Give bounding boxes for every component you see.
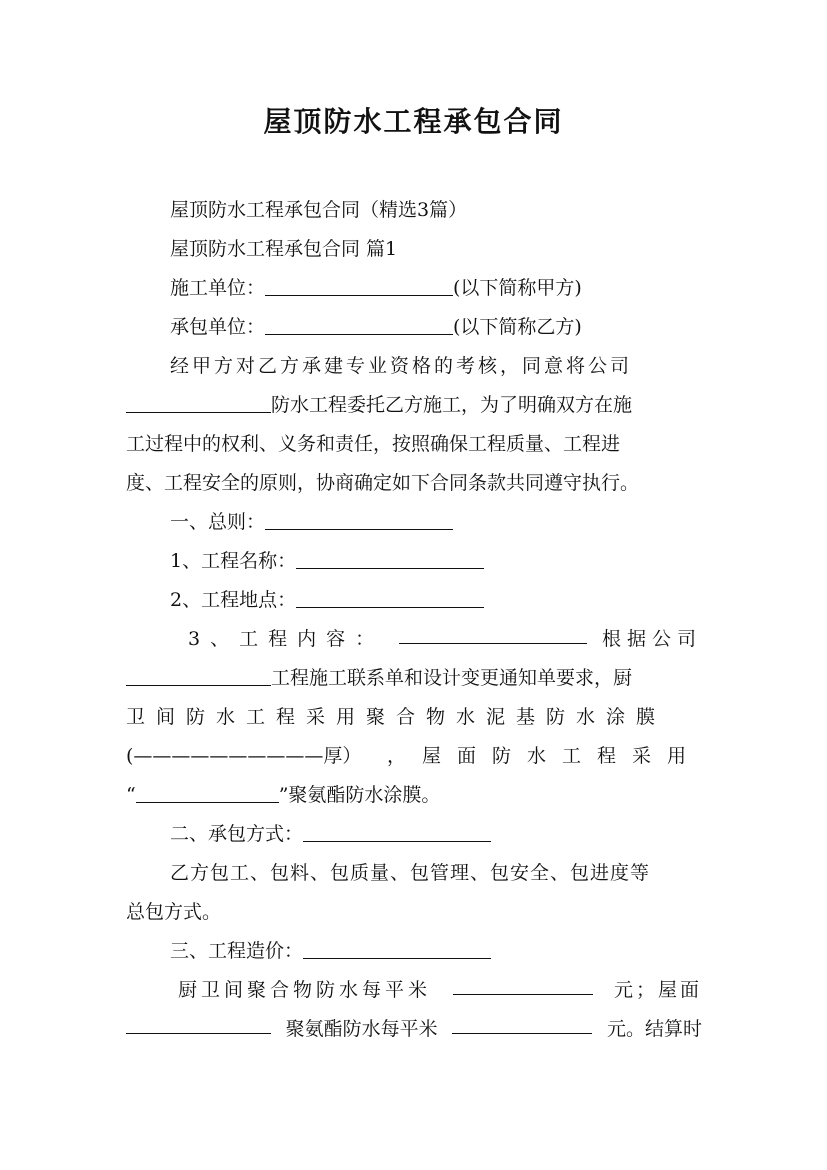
price-blank-2 bbox=[126, 1011, 271, 1034]
item-project-content bbox=[188, 621, 702, 657]
heading-text: 二、承包方式： bbox=[170, 823, 304, 845]
party-b-label: 承包单位： bbox=[170, 316, 266, 338]
party-b-line bbox=[170, 309, 702, 345]
quote-close: ”聚氨酯防水涂膜。 bbox=[278, 784, 441, 806]
document-subtitle: 屋顶防水工程承包合同（精选3篇） bbox=[170, 199, 468, 221]
company-blank-2 bbox=[126, 663, 271, 686]
quote-open: “ bbox=[126, 784, 136, 806]
project-location-blank bbox=[296, 585, 484, 608]
paragraph-1-line-2 bbox=[126, 387, 702, 423]
contract-method-blank bbox=[303, 819, 491, 842]
company-blank bbox=[126, 390, 271, 413]
paragraph-1-line-4: 度、工程安全的原则，协商确定如下合同条款共同遵守执行。 bbox=[126, 472, 640, 494]
item-project-location bbox=[170, 582, 702, 618]
paragraph-text: 经甲方对乙方承建专业资格的考核，同意将公司 bbox=[170, 355, 633, 377]
paragraph-3-line-1: 乙方包工、包料、包质量、包管理、包安全、包进度等 bbox=[170, 862, 651, 884]
item-label: 1、工程名称： bbox=[170, 550, 297, 572]
document-title: 屋顶防水工程承包合同 bbox=[263, 105, 564, 138]
general-blank bbox=[265, 507, 453, 530]
cost-blank bbox=[303, 936, 491, 959]
paragraph-1-line-1 bbox=[170, 348, 702, 384]
paragraph-text: 工程施工联系单和设计变更通知单要求，厨 bbox=[271, 667, 633, 689]
thickness-text: (——————————厚） bbox=[126, 745, 362, 767]
item-label: 3、工程内容： bbox=[188, 628, 385, 650]
paragraph-1-line-3: 工过程中的权利、义务和责任，按照确保工程质量、工程进 bbox=[126, 433, 621, 455]
party-b-blank bbox=[265, 312, 453, 335]
item-tail: 根据公司 bbox=[601, 628, 702, 650]
item-project-name bbox=[170, 543, 702, 579]
paragraph-text: 元；屋面 bbox=[613, 979, 702, 1001]
heading-general bbox=[170, 504, 702, 540]
paragraph-text: 元。结算时 bbox=[606, 1018, 702, 1040]
party-a-label: 施工单位： bbox=[170, 277, 266, 299]
paragraph-text: ，屋面防水工程采用 bbox=[386, 745, 702, 767]
party-b-suffix: (以下简称乙方) bbox=[453, 316, 582, 338]
paragraph-2-line-3: 卫间防水工程采用聚合物水泥基防水涂膜 bbox=[126, 706, 667, 728]
paragraph-text: 厨卫间聚合物防水每平米 bbox=[178, 979, 432, 1001]
paragraph-text: 聚氨酯防水每平米 bbox=[285, 1018, 438, 1040]
paragraph-2-line-2 bbox=[126, 660, 702, 696]
paragraph-2-line-4 bbox=[126, 738, 702, 774]
item-label: 2、工程地点： bbox=[170, 589, 297, 611]
party-a-suffix: (以下简称甲方) bbox=[453, 277, 582, 299]
section-heading: 屋顶防水工程承包合同 篇1 bbox=[170, 238, 398, 260]
party-a-line bbox=[170, 270, 702, 306]
paragraph-2-line-5 bbox=[126, 777, 702, 813]
heading-text: 三、工程造价： bbox=[170, 940, 304, 962]
paragraph-4-line-1 bbox=[178, 972, 702, 1008]
heading-text: 一、总则： bbox=[170, 511, 266, 533]
heading-contract-method bbox=[170, 816, 702, 852]
price-blank-1 bbox=[453, 972, 593, 995]
heading-cost bbox=[170, 933, 702, 969]
paragraph-4-line-2 bbox=[126, 1011, 702, 1047]
project-name-blank bbox=[296, 546, 484, 569]
paragraph-3-line-2: 总包方式。 bbox=[126, 901, 222, 923]
paragraph-text: 防水工程委托乙方施工，为了明确双方在施 bbox=[271, 394, 633, 416]
project-content-blank bbox=[399, 621, 587, 644]
party-a-blank bbox=[265, 273, 453, 296]
material-blank bbox=[136, 780, 279, 803]
price-blank-3 bbox=[452, 1011, 592, 1034]
